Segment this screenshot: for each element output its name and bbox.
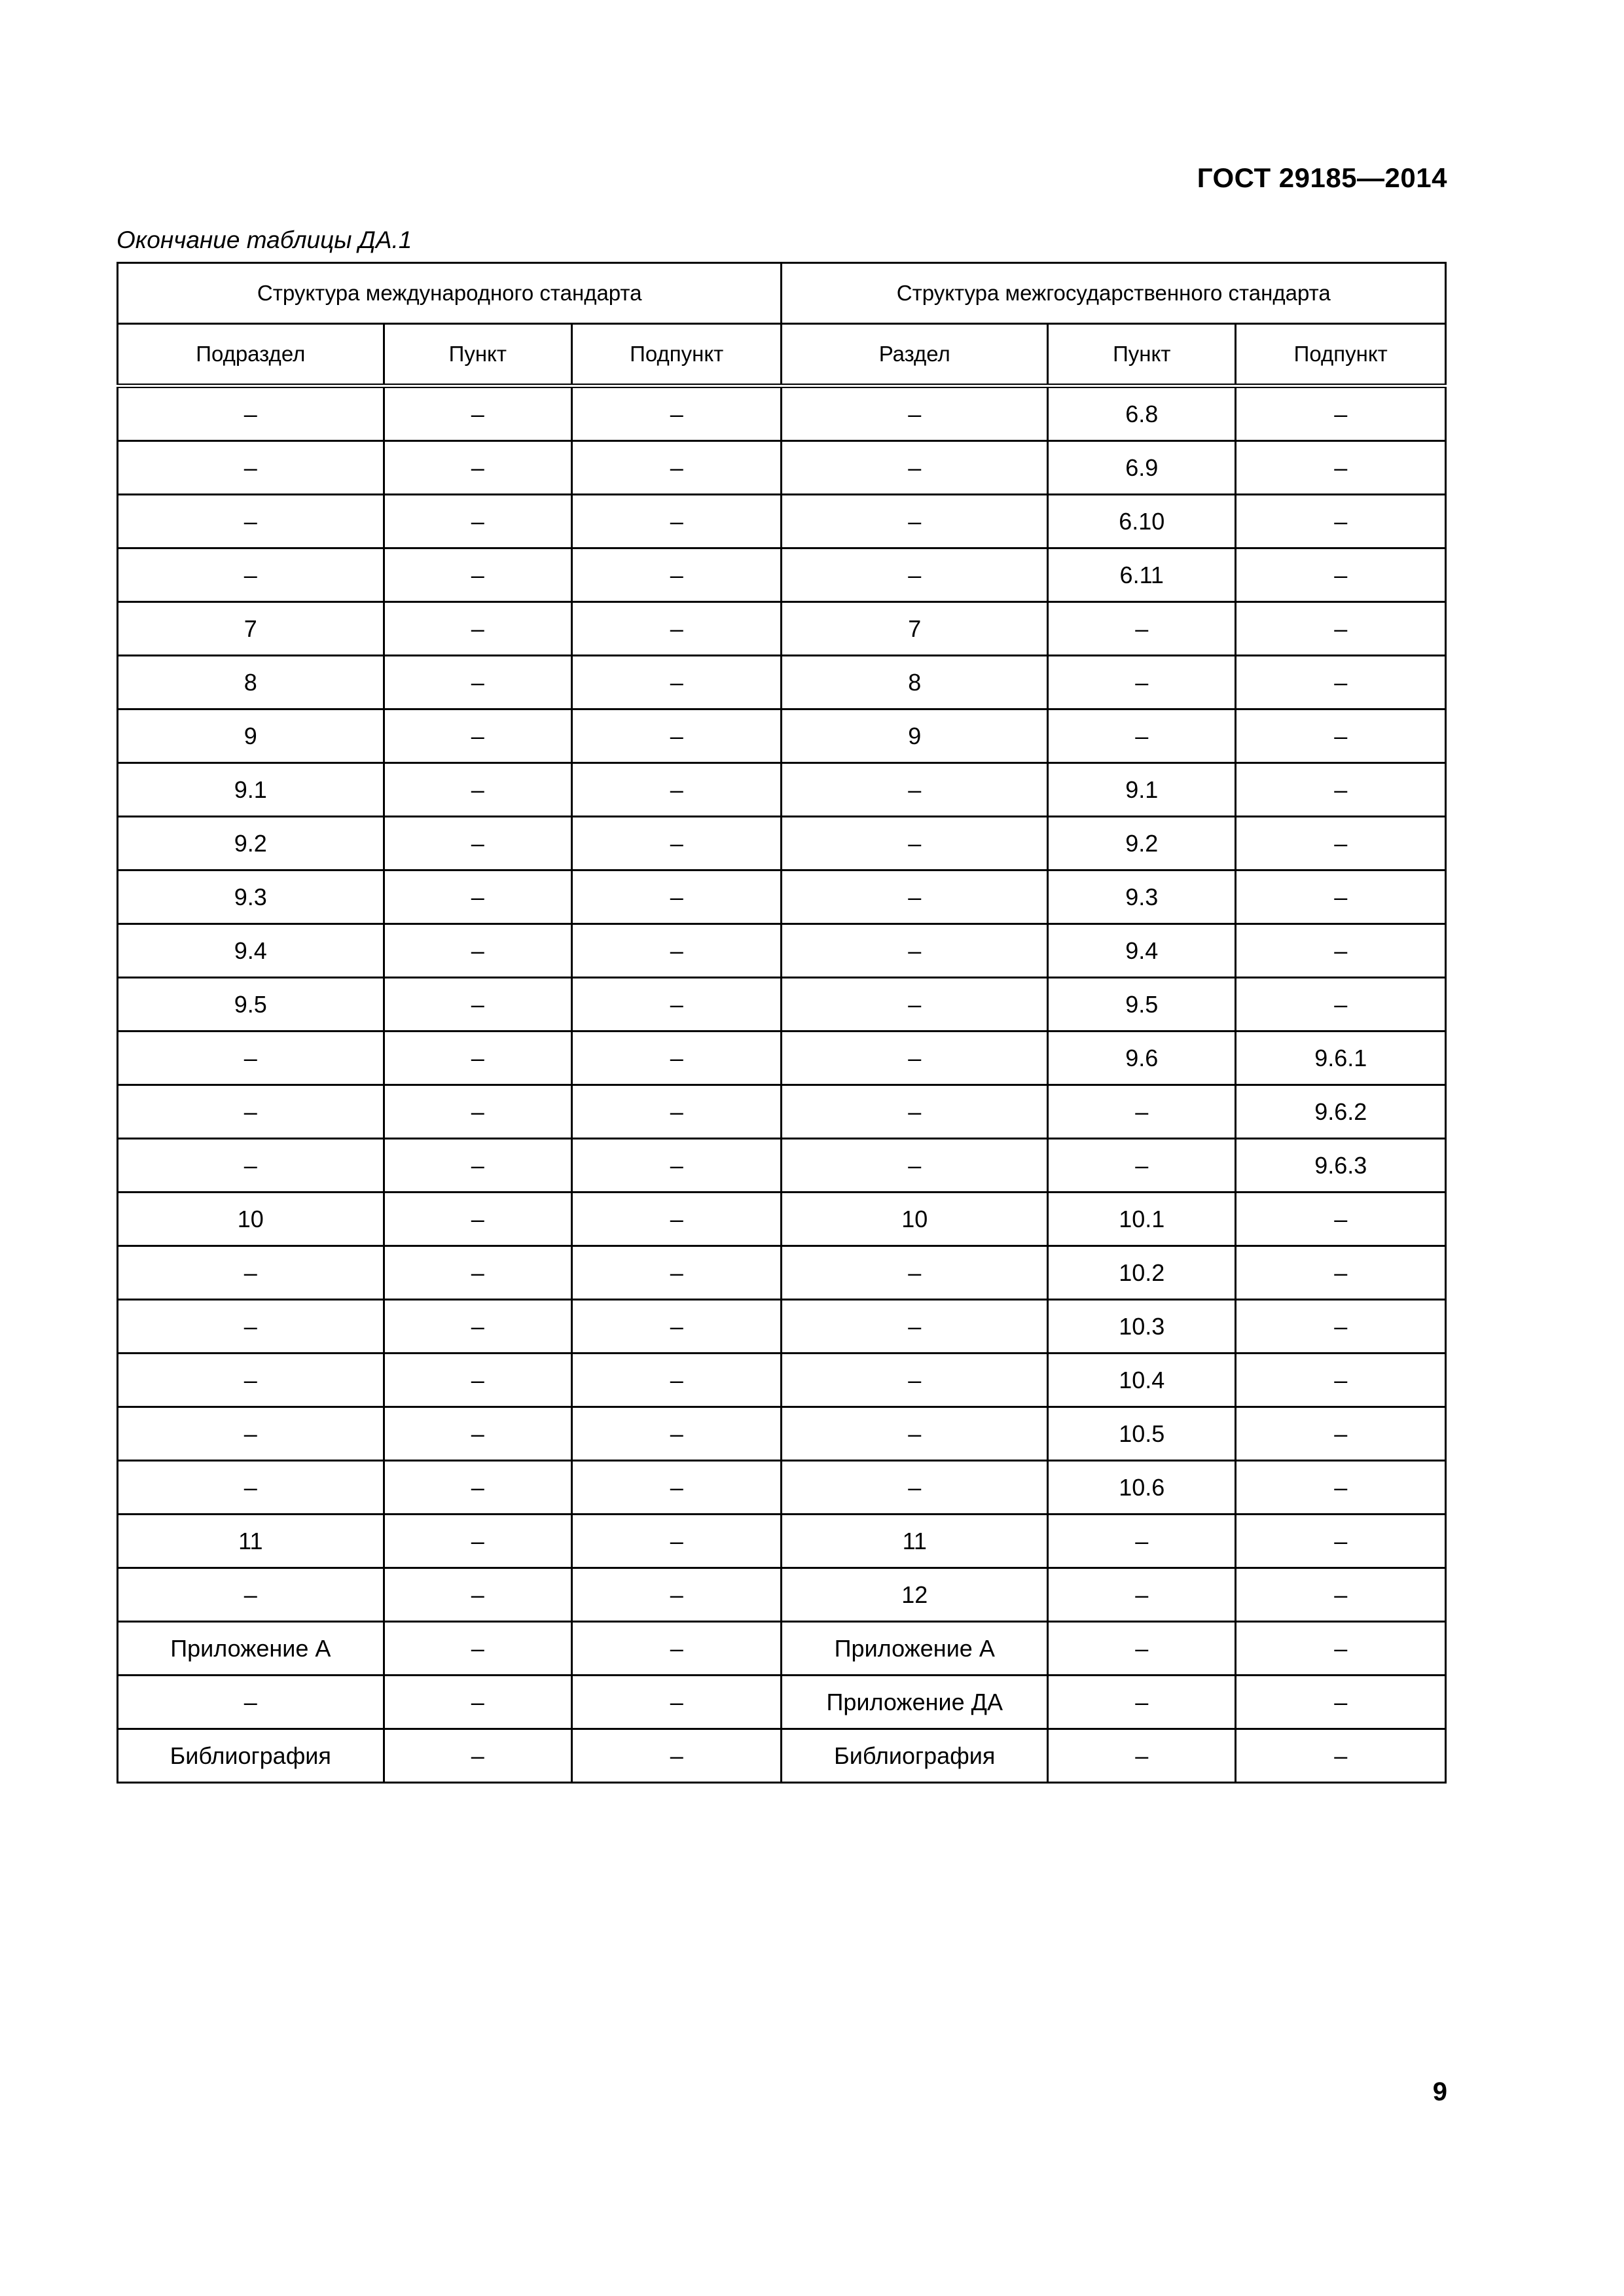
table-cell: – bbox=[571, 1729, 781, 1783]
table-cell: – bbox=[118, 495, 384, 548]
table-cell: – bbox=[384, 709, 571, 763]
table-cell: – bbox=[1236, 1461, 1446, 1515]
table-cell: – bbox=[1236, 978, 1446, 1031]
table-cell: – bbox=[384, 1085, 571, 1139]
table-cell: – bbox=[118, 1354, 384, 1407]
table-cell: 10.6 bbox=[1048, 1461, 1236, 1515]
table-cell: 9 bbox=[118, 709, 384, 763]
table-cell: – bbox=[384, 1193, 571, 1246]
table-cell: – bbox=[571, 441, 781, 495]
table-cell: – bbox=[782, 495, 1048, 548]
table-cell: 9.1 bbox=[1048, 763, 1236, 817]
table-cell: – bbox=[571, 1193, 781, 1246]
table-row bbox=[118, 602, 1446, 656]
table-cell: 6.10 bbox=[1048, 495, 1236, 548]
table-cell: 9.2 bbox=[1048, 817, 1236, 870]
table-cell: – bbox=[384, 1031, 571, 1085]
document-code: ГОСТ 29185—2014 bbox=[1197, 162, 1447, 193]
table-row bbox=[118, 1193, 1446, 1246]
table-row bbox=[118, 1676, 1446, 1729]
column-header: Пункт bbox=[384, 324, 571, 386]
table-row bbox=[118, 1407, 1446, 1461]
table-cell: – bbox=[782, 1461, 1048, 1515]
table-row bbox=[118, 763, 1446, 817]
table-cell: – bbox=[1236, 1354, 1446, 1407]
table-cell: – bbox=[1048, 1515, 1236, 1568]
table-cell: – bbox=[1048, 1085, 1236, 1139]
table-cell: – bbox=[1048, 1622, 1236, 1676]
table-cell: – bbox=[118, 1139, 384, 1193]
table-cell: – bbox=[782, 1354, 1048, 1407]
table-row bbox=[118, 495, 1446, 548]
table-cell: 9.6.3 bbox=[1236, 1139, 1446, 1193]
table-cell: 11 bbox=[118, 1515, 384, 1568]
table-body bbox=[118, 386, 1446, 1783]
table-cell: 6.11 bbox=[1048, 548, 1236, 602]
column-header: Подпункт bbox=[571, 324, 781, 386]
table-cell: – bbox=[384, 1300, 571, 1354]
table-cell: Библиография bbox=[782, 1729, 1048, 1783]
table-cell: – bbox=[1236, 1300, 1446, 1354]
table-cell: – bbox=[384, 978, 571, 1031]
table-cell: – bbox=[384, 495, 571, 548]
table-cell: – bbox=[782, 548, 1048, 602]
table-cell: – bbox=[782, 1246, 1048, 1300]
table-row bbox=[118, 1622, 1446, 1676]
table-cell: – bbox=[571, 656, 781, 709]
table-cell: 7 bbox=[782, 602, 1048, 656]
table-cell: – bbox=[384, 817, 571, 870]
table-cell: – bbox=[571, 1085, 781, 1139]
table-cell: – bbox=[1236, 817, 1446, 870]
table-cell: – bbox=[384, 1354, 571, 1407]
table-cell: – bbox=[782, 924, 1048, 978]
table-row bbox=[118, 1354, 1446, 1407]
table-cell: – bbox=[782, 441, 1048, 495]
table-cell: 9.4 bbox=[1048, 924, 1236, 978]
table-cell: – bbox=[118, 1085, 384, 1139]
table-cell: 9.6.1 bbox=[1236, 1031, 1446, 1085]
table-cell: 6.8 bbox=[1048, 386, 1236, 441]
table-cell: – bbox=[118, 548, 384, 602]
table-cell: – bbox=[571, 1515, 781, 1568]
column-header: Подпункт bbox=[1236, 324, 1446, 386]
table-cell: – bbox=[782, 1139, 1048, 1193]
table-cell: – bbox=[118, 441, 384, 495]
table-cell: – bbox=[782, 1300, 1048, 1354]
table-row bbox=[118, 709, 1446, 763]
table-cell: – bbox=[384, 763, 571, 817]
table-cell: – bbox=[118, 1676, 384, 1729]
table-cell: 10.3 bbox=[1048, 1300, 1236, 1354]
table-row bbox=[118, 870, 1446, 924]
table-cell: 9 bbox=[782, 709, 1048, 763]
table-cell: – bbox=[571, 870, 781, 924]
table-cell: 8 bbox=[782, 656, 1048, 709]
table-cell: 9.6 bbox=[1048, 1031, 1236, 1085]
table-row bbox=[118, 441, 1446, 495]
table-cell: 10.2 bbox=[1048, 1246, 1236, 1300]
table-cell: 10 bbox=[782, 1193, 1048, 1246]
table-cell: – bbox=[1048, 602, 1236, 656]
table-cell: – bbox=[384, 924, 571, 978]
table-cell: – bbox=[384, 1139, 571, 1193]
table-cell: – bbox=[384, 602, 571, 656]
table-cell: – bbox=[118, 1246, 384, 1300]
table-cell: – bbox=[384, 656, 571, 709]
table-cell: 9.3 bbox=[118, 870, 384, 924]
table-cell: – bbox=[571, 602, 781, 656]
table-cell: – bbox=[1236, 1622, 1446, 1676]
table-cell: – bbox=[571, 1300, 781, 1354]
table-cell: – bbox=[782, 1407, 1048, 1461]
table-row bbox=[118, 1246, 1446, 1300]
table-row bbox=[118, 1515, 1446, 1568]
table-cell: – bbox=[1236, 1246, 1446, 1300]
table-cell: – bbox=[1236, 870, 1446, 924]
page-number: 9 bbox=[1432, 2077, 1447, 2106]
table-cell: – bbox=[571, 817, 781, 870]
table-cell: – bbox=[1236, 602, 1446, 656]
table-cell: – bbox=[1048, 1676, 1236, 1729]
table-cell: – bbox=[384, 1515, 571, 1568]
table-row bbox=[118, 978, 1446, 1031]
table-cell: – bbox=[782, 1085, 1048, 1139]
table-cell: 11 bbox=[782, 1515, 1048, 1568]
table-row bbox=[118, 1085, 1446, 1139]
table-row bbox=[118, 924, 1446, 978]
table-cell: – bbox=[1236, 495, 1446, 548]
table-cell: – bbox=[571, 924, 781, 978]
table-cell: – bbox=[571, 1246, 781, 1300]
table-cell: – bbox=[1236, 1193, 1446, 1246]
table-cell: – bbox=[118, 1461, 384, 1515]
table-cell: – bbox=[1236, 763, 1446, 817]
table-cell: – bbox=[384, 1676, 571, 1729]
table-cell: – bbox=[384, 441, 571, 495]
table-row bbox=[118, 1729, 1446, 1783]
table-cell: – bbox=[384, 386, 571, 441]
table-cell: – bbox=[571, 1461, 781, 1515]
table-cell: Приложение ДА bbox=[782, 1676, 1048, 1729]
table-cell: – bbox=[1236, 656, 1446, 709]
table-cell: – bbox=[571, 1139, 781, 1193]
table-cell: – bbox=[118, 1568, 384, 1622]
table-cell: – bbox=[1048, 656, 1236, 709]
table-caption: Окончание таблицы ДА.1 bbox=[117, 226, 412, 253]
table-cell: 10.4 bbox=[1048, 1354, 1236, 1407]
table-cell: – bbox=[571, 763, 781, 817]
table-cell: – bbox=[571, 495, 781, 548]
table-cell: – bbox=[384, 1246, 571, 1300]
table-cell: 9.4 bbox=[118, 924, 384, 978]
table-cell: – bbox=[1048, 709, 1236, 763]
table-cell: – bbox=[782, 763, 1048, 817]
table-cell: – bbox=[571, 548, 781, 602]
table-cell: – bbox=[1236, 1676, 1446, 1729]
table-row bbox=[118, 1568, 1446, 1622]
table-cell: 9.5 bbox=[118, 978, 384, 1031]
table-cell: – bbox=[384, 1407, 571, 1461]
table-cell: – bbox=[1236, 386, 1446, 441]
table-cell: – bbox=[782, 870, 1048, 924]
table-cell: 10 bbox=[118, 1193, 384, 1246]
table-cell: – bbox=[384, 870, 571, 924]
table-cell: – bbox=[118, 1407, 384, 1461]
table-cell: – bbox=[571, 1407, 781, 1461]
table-cell: 10.1 bbox=[1048, 1193, 1236, 1246]
table-cell: – bbox=[571, 1568, 781, 1622]
table-cell: – bbox=[1236, 548, 1446, 602]
group-header-row bbox=[118, 263, 1446, 324]
table-cell: – bbox=[1236, 924, 1446, 978]
table-cell: – bbox=[384, 1622, 571, 1676]
structure-comparison-table bbox=[117, 262, 1447, 1784]
table-row bbox=[118, 548, 1446, 602]
table-cell: – bbox=[384, 548, 571, 602]
table-cell: – bbox=[1236, 1407, 1446, 1461]
table-cell: – bbox=[1236, 1515, 1446, 1568]
table-cell: Библиография bbox=[118, 1729, 384, 1783]
table-cell: Приложение А bbox=[118, 1622, 384, 1676]
table-cell: – bbox=[571, 1676, 781, 1729]
table-row bbox=[118, 817, 1446, 870]
table-cell: – bbox=[1236, 441, 1446, 495]
group-header-international: Структура международного стандарта bbox=[118, 263, 782, 324]
table-cell: – bbox=[571, 709, 781, 763]
table-cell: Приложение А bbox=[782, 1622, 1048, 1676]
table-cell: – bbox=[1236, 709, 1446, 763]
table-cell: – bbox=[118, 386, 384, 441]
column-header: Раздел bbox=[782, 324, 1048, 386]
table-cell: – bbox=[118, 1300, 384, 1354]
table-row bbox=[118, 656, 1446, 709]
table-cell: – bbox=[782, 817, 1048, 870]
table-cell: – bbox=[1048, 1139, 1236, 1193]
table-cell: 9.1 bbox=[118, 763, 384, 817]
table-cell: – bbox=[571, 1622, 781, 1676]
column-header-row bbox=[118, 324, 1446, 386]
table-cell: 9.3 bbox=[1048, 870, 1236, 924]
table-row bbox=[118, 1139, 1446, 1193]
table-cell: – bbox=[1048, 1729, 1236, 1783]
table-cell: 9.5 bbox=[1048, 978, 1236, 1031]
table-cell: – bbox=[571, 386, 781, 441]
table-row bbox=[118, 1031, 1446, 1085]
table-cell: – bbox=[384, 1729, 571, 1783]
table-cell: – bbox=[782, 1031, 1048, 1085]
column-header: Подраздел bbox=[118, 324, 384, 386]
table-cell: – bbox=[384, 1461, 571, 1515]
table-cell: 7 bbox=[118, 602, 384, 656]
table-row bbox=[118, 386, 1446, 441]
table-cell: – bbox=[571, 1354, 781, 1407]
table-row bbox=[118, 1300, 1446, 1354]
table-cell: 12 bbox=[782, 1568, 1048, 1622]
table-cell: – bbox=[1236, 1568, 1446, 1622]
table-cell: 8 bbox=[118, 656, 384, 709]
table-cell: 10.5 bbox=[1048, 1407, 1236, 1461]
table-cell: – bbox=[118, 1031, 384, 1085]
table-cell: – bbox=[782, 978, 1048, 1031]
table-cell: – bbox=[1236, 1729, 1446, 1783]
table-cell: – bbox=[571, 1031, 781, 1085]
table-row bbox=[118, 1461, 1446, 1515]
table-cell: – bbox=[571, 978, 781, 1031]
table-cell: 9.2 bbox=[118, 817, 384, 870]
table-cell: 9.6.2 bbox=[1236, 1085, 1446, 1139]
table-cell: – bbox=[782, 386, 1048, 441]
table-cell: 6.9 bbox=[1048, 441, 1236, 495]
column-header: Пункт bbox=[1048, 324, 1236, 386]
table-cell: – bbox=[384, 1568, 571, 1622]
table-cell: – bbox=[1048, 1568, 1236, 1622]
group-header-interstate: Структура межгосударственного стандарта bbox=[782, 263, 1446, 324]
